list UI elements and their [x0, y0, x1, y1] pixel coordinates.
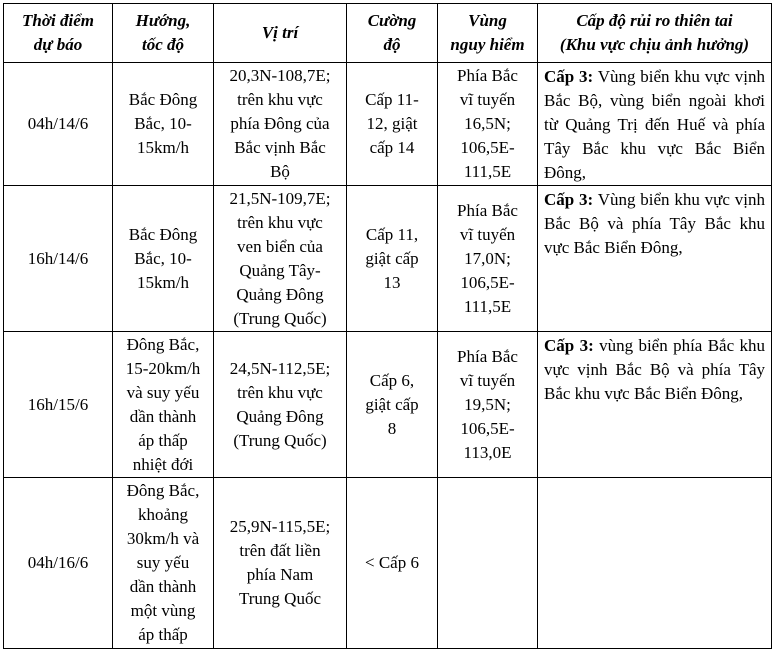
forecast-time-cell: 04h/14/6 — [4, 63, 113, 186]
position-cell: 20,3N-108,7E; trên khu vực phía Đông của Bắc vịnh Bắc Bộ — [214, 63, 347, 186]
risk-level-cell — [538, 63, 772, 186]
header-direction: Hướng, tốc độ — [113, 4, 214, 63]
forecast-table — [3, 3, 772, 649]
header-time: Thời điểm dự báo — [4, 4, 113, 63]
position-cell: 24,5N-112,5E; trên khu vực Quảng Đông (Trung Quốc) — [214, 332, 347, 478]
risk-level-label: Cấp 3: — [544, 336, 594, 355]
danger-zone-cell: Phía Bắc vĩ tuyến 17,0N; 106,5E- 111,5E — [438, 186, 538, 332]
risk-area-text: Vùng biển khu vực vịnh Bắc Bộ, vùng biển ngoài khơi từ Quảng Trị đến Huế và phía Tây Bắc khu vực Bắc Biển Đông, — [544, 67, 765, 182]
risk-description — [544, 188, 765, 260]
risk-area-text: Vùng biển khu vực vịnh Bắc Bộ và phía Tây Bắc khu vực Bắc Biển Đông, — [544, 190, 765, 257]
header-risk-level: Cấp độ rủi ro thiên tai (Khu vực chịu ảnh hưởng) — [538, 4, 772, 63]
intensity-cell: < Cấp 6 — [347, 478, 438, 649]
risk-level-cell — [538, 478, 772, 649]
danger-zone-cell: Phía Bắc vĩ tuyến 16,5N; 106,5E- 111,5E — [438, 63, 538, 186]
intensity-cell: Cấp 11- 12, giật cấp 14 — [347, 63, 438, 186]
table-row — [4, 478, 772, 649]
header-row — [4, 4, 772, 63]
danger-zone-cell — [438, 478, 538, 649]
risk-level-cell — [538, 332, 772, 478]
forecast-time-cell: 04h/16/6 — [4, 478, 113, 649]
position-cell: 25,9N-115,5E; trên đất liền phía Nam Trung Quốc — [214, 478, 347, 649]
risk-level-label: Cấp 3: — [544, 67, 594, 86]
risk-description — [544, 65, 765, 185]
header-danger-zone: Vùng nguy hiểm — [438, 4, 538, 63]
position-cell: 21,5N-109,7E; trên khu vực ven biển của Quảng Tây- Quảng Đông (Trung Quốc) — [214, 186, 347, 332]
risk-description — [544, 334, 765, 406]
table-row — [4, 332, 772, 478]
header-intensity: Cường độ — [347, 4, 438, 63]
intensity-cell: Cấp 11, giật cấp 13 — [347, 186, 438, 332]
direction-speed-cell: Bắc Đông Bắc, 10- 15km/h — [113, 63, 214, 186]
risk-level-cell — [538, 186, 772, 332]
forecast-time-cell: 16h/14/6 — [4, 186, 113, 332]
table-row — [4, 186, 772, 332]
table-row — [4, 63, 772, 186]
direction-speed-cell: Bắc Đông Bắc, 10- 15km/h — [113, 186, 214, 332]
risk-level-label: Cấp 3: — [544, 190, 594, 209]
direction-speed-cell: Đông Bắc, 15-20km/h và suy yếu dần thành áp thấp nhiệt đới — [113, 332, 214, 478]
forecast-time-cell: 16h/15/6 — [4, 332, 113, 478]
risk-area-text: vùng biển phía Bắc khu vực vịnh Bắc Bộ và phía Tây Bắc khu vực Bắc Biển Đông, — [544, 336, 765, 403]
danger-zone-cell: Phía Bắc vĩ tuyến 19,5N; 106,5E- 113,0E — [438, 332, 538, 478]
header-position: Vị trí — [214, 4, 347, 63]
intensity-cell: Cấp 6, giật cấp 8 — [347, 332, 438, 478]
direction-speed-cell: Đông Bắc, khoảng 30km/h và suy yếu dần thành một vùng áp thấp — [113, 478, 214, 649]
